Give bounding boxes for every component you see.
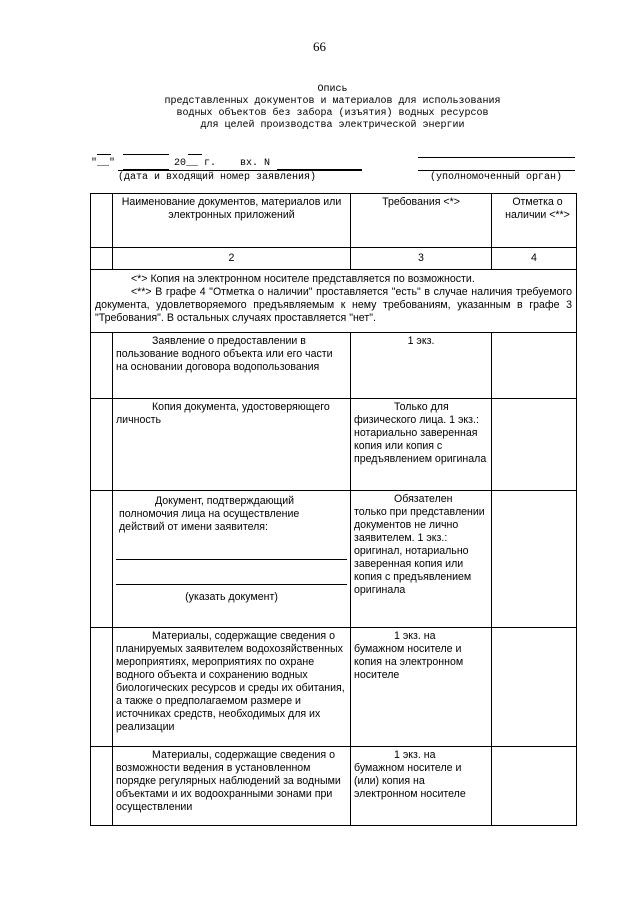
authority-underline-top bbox=[418, 157, 575, 158]
table-row bbox=[91, 399, 577, 491]
row-1-name: Заявление о предоставлении в пользование водного объекта или его части на основании договора водопользования bbox=[113, 333, 351, 399]
overline-year bbox=[188, 154, 202, 155]
table-row bbox=[91, 628, 577, 747]
note-1: <*> Копия на электронном носителе представляется по возможности. bbox=[131, 273, 475, 285]
row-1-requirements: 1 экз. bbox=[351, 333, 492, 399]
notes-cell bbox=[91, 270, 577, 333]
row-3-sub-label: (указать документ) bbox=[185, 591, 278, 603]
row-2-mark[interactable] bbox=[492, 399, 577, 491]
note-2: <**> В графе 4 "Отметка о наличии" проставляется "есть" в случае наличия требуемого документа, удовлетворяемого предъявляемым к нему требованиям, указанным в графе 3 "Требования". В остальных случаях проставляется "нет". bbox=[95, 286, 572, 324]
row-5-num bbox=[91, 747, 113, 826]
authority-underline bbox=[418, 170, 575, 171]
document-header bbox=[90, 84, 575, 132]
header-line-1: представленных документов и материалов для использования bbox=[164, 96, 501, 107]
row-4-num bbox=[91, 628, 113, 747]
row-1-mark[interactable] bbox=[492, 333, 577, 399]
number-cell-4: 4 bbox=[492, 248, 577, 270]
date-caption: (дата и входящий номер заявления) bbox=[118, 172, 317, 183]
row-3-requirements: Обязателен только при представлении документов не лично заявителем. 1 экз.: оригинал, нотариально заверенная копия или копия с предъявлением оригинала bbox=[351, 491, 492, 628]
overline-day bbox=[97, 154, 111, 155]
overline-month bbox=[123, 154, 169, 155]
reg-number-label: вх. N bbox=[240, 158, 271, 169]
row-3-blank-line-1[interactable] bbox=[116, 560, 347, 585]
row-3-num bbox=[91, 491, 113, 628]
row-1-num bbox=[91, 333, 113, 399]
table-row bbox=[91, 333, 577, 399]
number-cell-2: 2 bbox=[113, 248, 351, 270]
header-cell-requirements: Требования <*> bbox=[351, 194, 492, 248]
row-2-requirements: Только для физического лица. 1 экз.: нотариально заверенная копия или копия с предъявлением оригинала bbox=[351, 399, 492, 491]
documents-table bbox=[90, 193, 577, 826]
row-3-mark[interactable] bbox=[492, 491, 577, 628]
row-4-name: Материалы, содержащие сведения о планируемых заявителем водохозяйственных мероприятиях, мероприятиях по охране водного объекта и сохранению водных биологических ресурсов и среды их обитания, а также о предполагаемом размере и источниках средств, необходимых для их реализации bbox=[113, 628, 351, 747]
date-day: "__" bbox=[91, 158, 116, 169]
header-title: Опись bbox=[317, 84, 348, 95]
row-4-requirements: 1 экз. на бумажном носителе и копия на электронном носителе bbox=[351, 628, 492, 747]
table-row bbox=[91, 747, 577, 826]
row-5-mark[interactable] bbox=[492, 747, 577, 826]
column-numbers-row bbox=[91, 248, 577, 270]
number-cell-1 bbox=[91, 248, 113, 270]
row-2-num bbox=[91, 399, 113, 491]
row-3-name: Документ, подтверждающий полномочия лица на осуществление действий от имени заявителя: bbox=[116, 493, 347, 560]
row-5-requirements: 1 экз. на бумажном носителе и (или) копия на электронном носителе bbox=[351, 747, 492, 826]
number-cell-3: 3 bbox=[351, 248, 492, 270]
header-line-3: для целей производства электрической энергии bbox=[200, 120, 465, 131]
header-cell-name: Наименование документов, материалов или электронных приложений bbox=[113, 194, 351, 248]
authority-caption: (уполномоченный орган) bbox=[430, 172, 563, 183]
header-cell-1 bbox=[91, 194, 113, 248]
header-line-2: водных объектов без забора (изъятия) водных ресурсов bbox=[176, 108, 489, 119]
notes-row bbox=[91, 270, 577, 333]
row-5-name: Материалы, содержащие сведения о возможности ведения в установленном порядке регулярных наблюдений за водными объектами и их водоохранными зонами при осуществлении bbox=[113, 747, 351, 826]
date-year: 20__ г. bbox=[174, 158, 217, 169]
row-2-name: Копия документа, удостоверяющего личность bbox=[113, 399, 351, 491]
date-underline bbox=[118, 170, 362, 171]
page-number: 66 bbox=[313, 39, 326, 54]
table-row bbox=[91, 491, 577, 628]
header-cell-mark: Отметка о наличии <**> bbox=[492, 194, 577, 248]
table-header-row bbox=[91, 194, 577, 248]
row-3-name-cell bbox=[113, 491, 351, 628]
row-4-mark[interactable] bbox=[492, 628, 577, 747]
